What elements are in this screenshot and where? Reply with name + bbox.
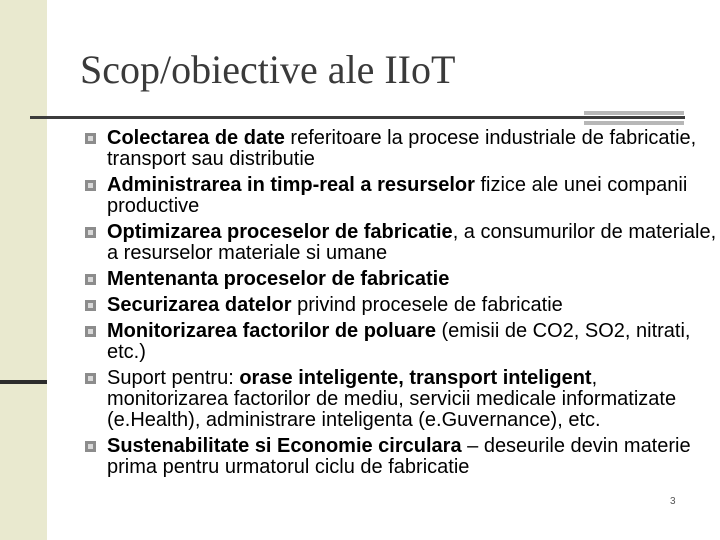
bullet-bold-text: Administrarea in timp-real a resurselor: [107, 174, 475, 196]
bullet-item: [85, 295, 717, 316]
bullet-text: privind procesele de fabricatie: [291, 294, 563, 316]
bullet-bold-text: Monitorizarea factorilor de poluare: [107, 320, 436, 342]
bullet-item: [85, 128, 717, 170]
bullet-text: , a consumurilor de materiale, a resurselor materiale si umane: [107, 221, 717, 264]
left-decorative-band: [0, 0, 47, 540]
bullet-item: [85, 222, 717, 264]
square-bullet-icon: [85, 326, 96, 337]
square-bullet-icon: [85, 133, 96, 144]
bullet-bold-text: Optimizarea proceselor de fabricatie: [107, 221, 453, 243]
bullet-item: [85, 175, 717, 217]
bullet-item: [85, 436, 717, 478]
bullet-prefix-text: Suport pentru:: [107, 367, 240, 389]
slide-number: 3: [670, 496, 676, 507]
bullet-item: [85, 321, 717, 363]
square-bullet-icon: [85, 300, 96, 311]
bullet-text: fizice ale unei companii productive: [107, 174, 688, 217]
bullet-text: – deseurile devin materie prima pentru urmatorul ciclu de fabricatie: [107, 435, 691, 478]
square-bullet-icon: [85, 180, 96, 191]
left-band-accent: [0, 380, 47, 384]
bullet-bold-text: Colectarea de date: [107, 127, 285, 149]
bullet-item: [85, 368, 717, 431]
bullet-bold-text: Mentenanta proceselor de fabricatie: [107, 268, 450, 290]
bullet-text: , monitorizarea factorilor de mediu, servicii medicale informatizate (e.Health), administrare inteligenta (e.Guvernance), etc.: [107, 367, 677, 431]
slide-title: Scop/obiective ale IIoT: [80, 47, 456, 92]
square-bullet-icon: [85, 373, 96, 384]
bullet-text: referitoare la procese industriale de fabricatie, transport sau distributie: [107, 127, 697, 170]
square-bullet-icon: [85, 441, 96, 452]
square-bullet-icon: [85, 274, 96, 285]
bullet-bold-text: Sustenabilitate si Economie circulara: [107, 435, 462, 457]
title-divider-accent-top: [584, 111, 684, 115]
bullet-bold-text: orase inteligente, transport inteligent: [239, 367, 592, 389]
title-divider-accent-bottom: [584, 121, 684, 125]
bullet-item: [85, 269, 717, 290]
bullet-list: [85, 128, 717, 483]
square-bullet-icon: [85, 227, 96, 238]
bullet-text: (emisii de CO2, SO2, nitrati, etc.): [107, 320, 691, 363]
bullet-bold-text: Securizarea datelor: [107, 294, 292, 316]
title-divider: [30, 116, 685, 119]
